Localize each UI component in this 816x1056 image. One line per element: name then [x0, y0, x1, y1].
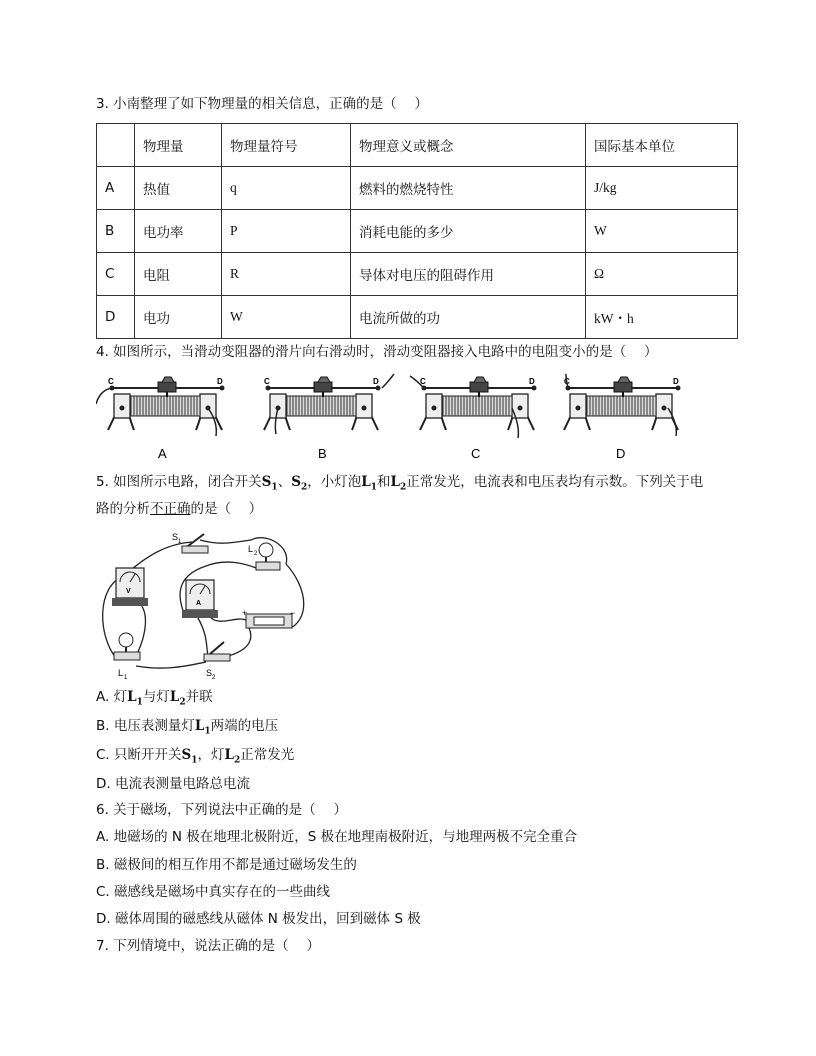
row-key: D	[97, 296, 135, 339]
table-header-row	[97, 124, 738, 167]
option-label-d: D	[616, 446, 626, 461]
q3-stem: 3. 小南整理了如下物理量的相关信息，正确的是（ ）	[96, 96, 428, 112]
row-quantity: 电功率	[135, 210, 222, 253]
diagram-l2-label: L	[248, 544, 254, 554]
diagram-s1-label: S	[172, 532, 179, 542]
battery-plus-label: +	[242, 608, 248, 618]
q6-option-d: D. 磁体周围的磁感线从磁体 N 极发出，回到磁体 S 极	[96, 911, 421, 927]
switch-s1-sub: 1	[271, 482, 278, 493]
header-cell: 物理量	[135, 124, 222, 167]
lamp-l1-icon	[114, 633, 140, 660]
table-row	[97, 296, 738, 339]
opt-c-mid: ，灯	[197, 747, 225, 763]
opt-a-mid: 与灯	[142, 689, 170, 705]
terminal-label: D	[373, 377, 379, 386]
terminal-label: D	[529, 377, 535, 386]
rheostat-figure	[96, 370, 696, 465]
lamp-l1-sub: 1	[370, 482, 377, 493]
row-key: A	[97, 167, 135, 210]
lamp-l1-symbol: L	[361, 474, 371, 490]
option-label-c: C	[471, 446, 481, 461]
table-row	[97, 210, 738, 253]
opt-c-sub2: 2	[234, 755, 241, 766]
lamp-l2-icon	[256, 543, 280, 570]
opt-a-sub1: 1	[136, 697, 143, 708]
opt-b-post: 两端的电压	[210, 718, 279, 734]
q4-stem: 4. 如图所示，当滑动变阻器的滑片向右滑动时，滑动变阻器接入电路中的电阻变小的是（ ）	[96, 344, 658, 360]
q7-stem: 7. 下列情境中，说法正确的是（ ）	[96, 938, 320, 954]
row-symbol: q	[222, 167, 351, 210]
row-meaning: 消耗电能的多少	[351, 210, 586, 253]
battery-icon	[246, 614, 292, 628]
diagram-s1-sub: 1	[178, 539, 182, 545]
voltmeter-label: V	[126, 588, 131, 595]
row-quantity: 热值	[135, 167, 222, 210]
opt-a-sym1: L	[127, 689, 137, 705]
voltmeter-icon	[112, 568, 148, 606]
diagram-l1-label: L	[118, 668, 124, 678]
diagram-s2-sub: 2	[212, 675, 216, 681]
row-symbol: P	[222, 210, 351, 253]
row-meaning: 导体对电压的阻碍作用	[351, 253, 586, 296]
table-row	[97, 167, 738, 210]
row-meaning: 电流所做的功	[351, 296, 586, 339]
q6-stem: 6. 关于磁场，下列说法中正确的是（ ）	[96, 802, 347, 818]
q5-option-a	[96, 687, 213, 713]
terminal-label: C	[564, 377, 570, 386]
q5-stem-line2	[96, 499, 262, 519]
q5-stem-underline: 不正确	[150, 501, 191, 517]
q5-stem-pre: 5. 如图所示电路，闭合开关	[96, 474, 262, 490]
switch-s1-symbol: S	[261, 474, 272, 490]
table-row	[97, 253, 738, 296]
row-key: B	[97, 210, 135, 253]
terminal-label: C	[264, 377, 270, 386]
q5-stem-line2-pre: 路的分析	[96, 501, 150, 517]
q5-sep: 、	[277, 474, 292, 490]
lamp-l2-sub: 2	[399, 482, 407, 493]
opt-b-sub: 1	[204, 726, 211, 737]
row-quantity: 电阻	[135, 253, 222, 296]
row-unit: Ω	[586, 253, 738, 296]
diagram-l2-sub: 2	[254, 551, 258, 557]
header-cell	[97, 124, 135, 167]
circuit-figure	[96, 526, 311, 684]
opt-c-sub1: 1	[191, 755, 198, 766]
terminal-label: C	[108, 377, 114, 386]
opt-a-post: 并联	[185, 689, 213, 705]
switch-s2-symbol: S	[291, 474, 301, 490]
opt-a-sym2: L	[169, 689, 180, 705]
option-label-a: A	[158, 446, 167, 461]
row-unit: kW・h	[586, 296, 738, 339]
opt-a-pre: A. 灯	[96, 689, 128, 705]
option-label-b: B	[318, 446, 327, 461]
q5-stem-mid1: ，小灯泡	[307, 474, 362, 490]
header-cell: 物理意义或概念	[351, 124, 586, 167]
q3-table	[96, 123, 738, 339]
row-symbol: W	[222, 296, 351, 339]
q5-stem-line1	[96, 472, 703, 498]
opt-a-sub2: 2	[179, 697, 186, 708]
opt-c-pre: C. 只断开开关	[96, 747, 182, 763]
row-unit: W	[586, 210, 738, 253]
row-symbol: R	[222, 253, 351, 296]
q5-stem-line2-post: 的是（ ）	[190, 501, 263, 517]
row-meaning: 燃料的燃烧特性	[351, 167, 586, 210]
q5-stem-mid2: 正常发光，电流表和电压表均有示数。下列关于电	[406, 474, 704, 490]
row-unit: J/kg	[586, 167, 738, 210]
terminal-label: D	[673, 377, 679, 386]
q6-option-b: B. 磁极间的相互作用不都是通过磁场发生的	[96, 857, 357, 873]
opt-b-pre: B. 电压表测量灯	[96, 718, 195, 734]
ammeter-label: A	[196, 600, 202, 607]
opt-c-sym2: L	[224, 747, 235, 763]
switch-s2-sub: 2	[300, 482, 308, 493]
diagram-l1-sub: 1	[124, 675, 128, 681]
terminal-label: C	[420, 377, 426, 386]
opt-c-post: 正常发光	[240, 747, 295, 763]
q6-option-a: A. 地磁场的 N 极在地理北极附近，S 极在地理南极附近，与地理两极不完全重合	[96, 829, 578, 845]
switch-s1-icon	[182, 534, 208, 553]
ammeter-icon	[182, 580, 218, 618]
terminal-label: D	[217, 377, 223, 386]
q6-option-c: C. 磁感线是磁场中真实存在的一些曲线	[96, 884, 331, 900]
battery-minus-label: −	[290, 608, 296, 618]
q5-option-c	[96, 745, 294, 771]
diagram-s2-label: S	[206, 668, 213, 678]
q5-and: 和	[376, 474, 391, 490]
q5-option-d: D. 电流表测量电路总电流	[96, 776, 250, 792]
q5-option-b	[96, 716, 278, 742]
header-cell: 国际基本单位	[586, 124, 738, 167]
lamp-l2-symbol: L	[390, 474, 400, 490]
row-quantity: 电功	[135, 296, 222, 339]
opt-b-sym: L	[194, 718, 205, 734]
opt-c-sym1: S	[181, 747, 192, 763]
header-cell: 物理量符号	[222, 124, 351, 167]
row-key: C	[97, 253, 135, 296]
